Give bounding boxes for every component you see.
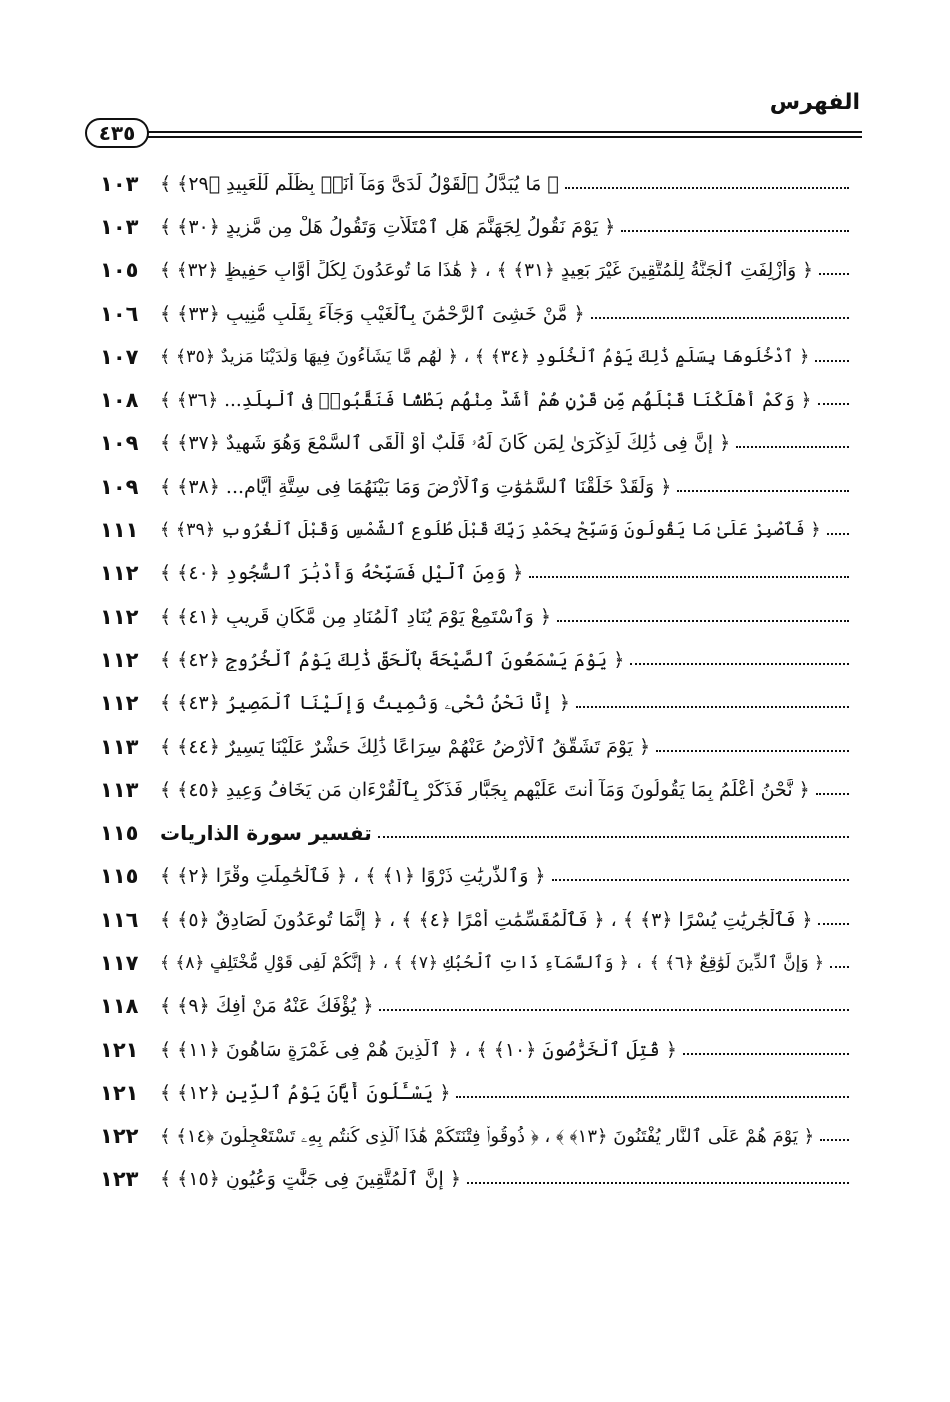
verse-text: ﴿ يَوْمَ نَقُولُ لِجَهَنَّمَ هَلِ ٱمْتَلَأْتِ وَتَقُولُ هَلْ مِن مَّزِيدٍ ﴿٣٠﴾ ﴾	[160, 215, 616, 238]
index-entry	[100, 1158, 855, 1201]
entry-text-container	[160, 952, 855, 973]
leader-dots	[565, 187, 849, 189]
index-entry	[100, 855, 855, 898]
page-reference: ١١٦	[100, 907, 139, 932]
leader-dots	[818, 403, 849, 405]
index-entry	[100, 898, 855, 941]
page-reference: ١٢١	[100, 1080, 139, 1105]
page-number-badge: ٤٣٥	[85, 118, 149, 148]
leader-dots	[467, 1182, 849, 1184]
leader-dots	[552, 879, 849, 881]
entry-text-container	[160, 520, 855, 540]
entry-text-container	[160, 1039, 855, 1061]
leader-dots	[557, 620, 849, 622]
verse-text: ﴿ إِنَّ ٱلْمُتَّقِينَ فِى جَنَّٰتٍ وَعُيُونٍ ﴿١٥﴾ ﴾	[160, 1168, 461, 1191]
leader-dots	[818, 923, 849, 925]
entry-text-container	[160, 1082, 855, 1104]
entry-text-container	[160, 476, 855, 498]
entry-text-container	[160, 649, 855, 671]
entry-text-container	[160, 736, 855, 758]
entry-text-container	[160, 347, 855, 367]
entry-text-container	[160, 303, 855, 325]
leader-dots	[591, 317, 849, 319]
verse-text: ﴿ وَٱسْتَمِعْ يَوْمَ يُنَادِ ٱلْمُنَادِ مِن مَّكَانٍ قَرِيبٍ ﴿٤١﴾ ﴾	[160, 605, 551, 628]
entry-text-container	[160, 173, 855, 195]
page-reference: ١٢٢	[100, 1124, 139, 1149]
verse-text: ﴿ قُتِلَ ٱلْخَرَّٰصُونَ ﴿١٠﴾ ﴾ ، ﴿ ٱلَّذِينَ هُمْ فِى غَمْرَةٍ سَاهُونَ ﴿١١﴾ ﴾	[160, 1038, 677, 1061]
verse-text: ﴿ ٱدْخُلُوهَا بِسَلَٰمٍ ذَٰلِكَ يَوْمُ ٱلْخُلُودِ ﴿٣٤﴾ ﴾ ، ﴿ لَهُم مَّا يَشَآءُونَ فِيهَا وَلَدَيْنَا مَزِيدٌ ﴿٣٥﴾ ﴾	[160, 346, 810, 367]
verse-text: ﴿ مَا يُبَدَّلُ ٱلْقَوْلُ لَدَىَّ وَمَآ أَنَا۠ بِظَلَّٰمٍ لِّلْعَبِيدِ ﴿٢٩﴾ ﴾	[160, 172, 559, 195]
page-reference: ١١٣	[100, 734, 139, 759]
leader-dots	[830, 966, 849, 968]
leader-dots	[456, 1096, 849, 1098]
page-reference: ١٢٣	[100, 1167, 139, 1192]
entry-text-container	[160, 562, 855, 584]
entry-text-container	[160, 432, 855, 454]
page-reference: ١٠٥	[100, 258, 139, 283]
leader-dots	[683, 1053, 849, 1055]
leader-dots	[820, 1139, 849, 1141]
index-entry	[100, 422, 855, 465]
page-reference: ١١٧	[100, 950, 139, 975]
leader-dots	[736, 446, 849, 448]
entry-text-container	[160, 606, 855, 628]
page-reference: ١١٥	[100, 864, 139, 889]
leader-dots	[656, 750, 849, 752]
verse-text: ﴿ فَٱصْبِرْ عَلَىٰ مَا يَقُولُونَ وَسَبِّحْ بِحَمْدِ رَبِّكَ قَبْلَ طُلُوعِ ٱلشَّمْسِ وَقَبْلَ ٱلْغُرُوبِ ﴿٣٩﴾ ﴾	[160, 520, 821, 541]
index-entry	[100, 595, 855, 638]
index-entry	[100, 465, 855, 508]
leader-dots	[677, 490, 849, 492]
page-reference: ١١٢	[100, 561, 139, 586]
page-reference: ١٠٦	[100, 301, 139, 326]
page-reference: ١٠٣	[100, 214, 139, 239]
entry-text-container	[160, 865, 855, 887]
leader-dots	[815, 360, 849, 362]
index-entry	[100, 249, 855, 292]
page-reference: ١٢١	[100, 1037, 139, 1062]
verse-text: ﴿ يُؤْفَكُ عَنْهُ مَنْ أُفِكَ ﴿٩﴾ ﴾	[160, 995, 374, 1018]
entry-text-container	[160, 779, 855, 801]
index-entry	[100, 725, 855, 768]
leader-dots	[630, 663, 849, 665]
entry-text-container	[160, 1168, 855, 1190]
index-entry	[100, 768, 855, 811]
index-entry	[100, 638, 855, 681]
page-reference: ١١٨	[100, 994, 139, 1019]
page-reference: ١٠٨	[100, 388, 139, 413]
verse-text: ﴿ وَكَمْ أَهْلَكْنَا قَبْلَهُم مِّن قَرْنٍ هُمْ أَشَدُّ مِنْهُم بَطْشًا فَنَقَّبُوا۟ فِى ٱلْبِلَٰدِ... ﴿٣٦﴾ ﴾	[160, 389, 812, 411]
verse-text: ﴿ مَّنْ خَشِىَ ٱلرَّحْمَٰنَ بِٱلْغَيْبِ وَجَآءَ بِقَلْبٍ مُّنِيبٍ ﴿٣٣﴾ ﴾	[160, 302, 585, 325]
leader-dots	[576, 706, 849, 708]
page-reference: ١٠٣	[100, 171, 139, 196]
index-entry	[100, 552, 855, 595]
index-entry	[100, 1071, 855, 1114]
leader-dots	[529, 576, 849, 578]
index-entry	[100, 682, 855, 725]
entry-text-container	[160, 390, 855, 411]
leader-dots	[379, 1009, 849, 1011]
verse-text: ﴿ يَسْـَٔلُونَ أَيَّانَ يَوْمُ ٱلدِّينِ ﴿١٢﴾ ﴾	[160, 1081, 451, 1104]
verse-text: ﴿ وَأُزْلِفَتِ ٱلْجَنَّةُ لِلْمُتَّقِينَ غَيْرَ بَعِيدٍ ﴿٣١﴾ ﴾ ، ﴿ هَٰذَا مَا تُوعَدُونَ لِكُلِّ أَوَّابٍ حَفِيظٍ ﴿٣٢﴾ ﴾	[160, 259, 813, 281]
index-entry	[100, 205, 855, 248]
entry-text-container	[160, 1126, 855, 1147]
leader-dots	[827, 533, 849, 535]
verse-text: ﴿ وَٱلذَّٰرِيَٰتِ ذَرْوًا ﴿١﴾ ﴾ ، ﴿ فَٱلْحَٰمِلَٰتِ وِقْرًا ﴿٢﴾ ﴾	[160, 865, 546, 888]
page-reference: ١١٢	[100, 604, 139, 629]
page-reference: ١١٥	[100, 821, 139, 846]
leader-dots	[621, 230, 849, 232]
verse-text: ﴿ وَمِنَ ٱلَّيْلِ فَسَبِّحْهُ وَأَدْبَٰرَ ٱلسُّجُودِ ﴿٤٠﴾ ﴾	[160, 562, 524, 585]
page-reference: ١٠٧	[100, 344, 139, 369]
entry-text-container	[160, 692, 855, 714]
index-entry	[100, 162, 855, 205]
page-reference: ١٠٩	[100, 474, 139, 499]
index-entry	[100, 1115, 855, 1158]
page-reference: ١١٢	[100, 691, 139, 716]
verse-text: ﴿ نَّحْنُ أَعْلَمُ بِمَا يَقُولُونَ وَمَآ أَنتَ عَلَيْهِم بِجَبَّارٍ فَذَكِّرْ بِٱلْقُرْءَانِ مَن يَخَافُ وَعِيدِ ﴿٤٥﴾ ﴾	[160, 778, 810, 801]
verse-text: ﴿ يَوْمَ يَسْمَعُونَ ٱلصَّيْحَةَ بِٱلْحَقِّ ذَٰلِكَ يَوْمُ ٱلْخُرُوجِ ﴿٤٢﴾ ﴾	[160, 648, 625, 671]
leader-dots	[378, 836, 849, 838]
index-entry	[100, 378, 855, 421]
leader-dots	[816, 793, 849, 795]
leader-dots	[819, 273, 849, 275]
verse-text: ﴿ يَوْمَ هُمْ عَلَى ٱلنَّارِ يُفْتَنُونَ ﴿١٣﴾ ﴾ ، ﴿ ذُوقُوا۟ فِتْنَتَكُمْ هَٰذَا ٱلَّذِى كُنتُم بِهِۦ تَسْتَعْجِلُونَ ﴿١٤﴾ ﴾	[160, 1125, 815, 1147]
index-entry	[100, 335, 855, 378]
verse-text: ﴿ يَوْمَ تَشَقَّقُ ٱلْأَرْضُ عَنْهُمْ سِرَاعًا ذَٰلِكَ حَشْرٌ عَلَيْنَا يَسِيرٌ ﴿٤٤﴾ ﴾	[160, 735, 651, 758]
page-reference: ١٠٩	[100, 431, 139, 456]
page-reference: ١١٣	[100, 777, 139, 802]
section-heading-row	[100, 811, 855, 854]
verse-text: ﴿ إِنَّا نَحْنُ نُحْىِۦ وَنُمِيتُ وَإِلَيْنَا ٱلْمَصِيرُ ﴿٤٣﴾ ﴾	[160, 692, 570, 715]
entry-text-container	[160, 260, 855, 281]
index-entry	[100, 941, 855, 984]
entry-text-container	[160, 909, 855, 931]
page-reference: ١١١	[100, 518, 139, 543]
verse-text: ﴿ فَٱلْجَٰرِيَٰتِ يُسْرًا ﴿٣﴾ ﴾ ، ﴿ فَٱلْمُقَسِّمَٰتِ أَمْرًا ﴿٤﴾ ﴾ ، ﴿ إِنَّمَا تُوعَدُونَ لَصَادِقٌ ﴿٥﴾ ﴾	[160, 908, 813, 931]
header-rule-top	[148, 131, 862, 133]
page-title: الفهرس	[769, 90, 860, 115]
entry-text-container	[160, 216, 855, 238]
verse-text: ﴿ وَإِنَّ ٱلدِّينَ لَوَٰقِعٌ ﴿٦﴾ ﴾ ، ﴿ وَٱلسَّمَآءِ ذَاتِ ٱلْحُبُكِ ﴿٧﴾ ﴾ ، ﴿ إِنَّكُمْ لَفِى قَوْلٍ مُّخْتَلِفٍ ﴿٨﴾ ﴾	[160, 953, 824, 974]
index-list	[100, 162, 855, 1201]
entry-text-container	[160, 995, 855, 1017]
index-entry	[100, 292, 855, 335]
index-entry	[100, 985, 855, 1028]
index-entry	[100, 1028, 855, 1071]
verse-text: ﴿ إِنَّ فِى ذَٰلِكَ لَذِكْرَىٰ لِمَن كَانَ لَهُۥ قَلْبٌ أَوْ أَلْقَى ٱلسَّمْعَ وَهُوَ شَهِيدٌ ﴿٣٧﴾ ﴾	[160, 432, 731, 455]
verse-text: ﴿ وَلَقَدْ خَلَقْنَا ٱلسَّمَٰوَٰتِ وَٱلْأَرْضَ وَمَا بَيْنَهُمَا فِى سِتَّةِ أَيَّامٍ... ﴿٣٨﴾ ﴾	[160, 475, 672, 498]
header-rule-bottom	[148, 136, 862, 138]
index-entry	[100, 508, 855, 551]
section-heading: تفسير سورة الذاريات	[160, 821, 372, 846]
entry-text-container	[160, 821, 855, 845]
page-reference: ١١٢	[100, 647, 139, 672]
